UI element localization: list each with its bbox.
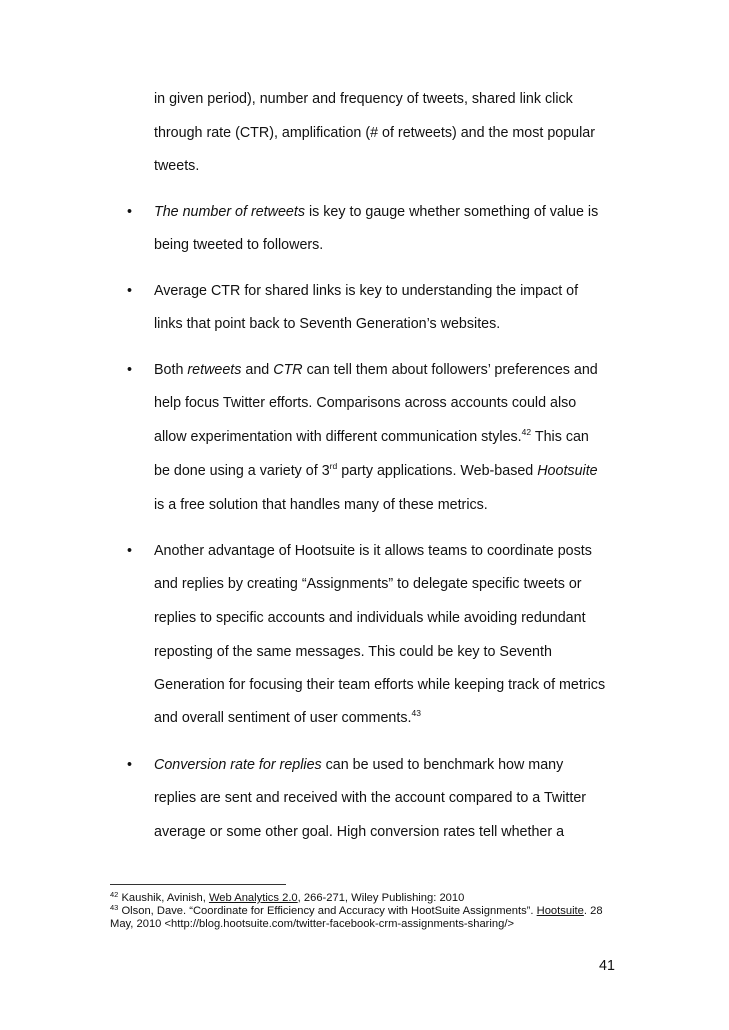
body-line: in given period), number and frequency of tweets, shared link click bbox=[154, 91, 573, 107]
footnote-title: Web Analytics 2.0 bbox=[208, 892, 298, 904]
body-line: through rate (CTR), amplification (# of retweets) and the most popular bbox=[154, 125, 596, 141]
footnote-divider bbox=[110, 884, 286, 885]
footnote-number: 42 bbox=[110, 890, 119, 899]
body-text: be done using a variety of 3 bbox=[154, 463, 330, 479]
body-line: reposting of the same messages. This could be key to Seventh bbox=[154, 644, 552, 660]
body-line: and replies by creating “Assignments” to delegate specific tweets or bbox=[154, 576, 582, 592]
body-line: replies to specific accounts and individuals while avoiding redundant bbox=[154, 610, 586, 626]
footnote-title: Hootsuite bbox=[536, 905, 584, 917]
body-line: replies are sent and received with the account compared to a Twitter bbox=[154, 790, 587, 806]
bullet-marker: • bbox=[127, 362, 133, 378]
body-line: average or some other goal. High conversion rates tell whether a bbox=[154, 824, 565, 840]
footnote-ref: 43 bbox=[411, 708, 421, 718]
body-text: can tell them about followers’ preferences and bbox=[302, 362, 598, 378]
body-line bbox=[154, 361, 598, 379]
body-line: being tweeted to followers. bbox=[154, 237, 324, 253]
bullet-marker: • bbox=[127, 283, 133, 299]
footnote-text: , 266-271, Wiley Publishing: 2010 bbox=[297, 892, 465, 904]
body-text: is key to gauge whether something of value is bbox=[304, 204, 599, 220]
footnote-43 bbox=[110, 905, 603, 918]
page-number: 41 bbox=[599, 958, 615, 974]
body-text: allow experimentation with different communication styles. bbox=[154, 429, 522, 445]
footnote-number: 43 bbox=[110, 903, 119, 912]
body-text: party applications. Web-based bbox=[337, 463, 538, 479]
body-text: Both bbox=[154, 362, 188, 378]
footnote-42 bbox=[110, 892, 464, 905]
bullet-marker: • bbox=[127, 543, 133, 559]
bullet-marker: • bbox=[127, 757, 133, 773]
italic-term: Conversion rate for replies bbox=[154, 757, 322, 773]
footnote-ref: 42 bbox=[521, 427, 532, 437]
body-line: Another advantage of Hootsuite is it allows teams to coordinate posts bbox=[154, 543, 592, 559]
footnote-text: Kaushik, Avinish, bbox=[118, 892, 209, 904]
body-line bbox=[154, 756, 563, 774]
italic-term: retweets bbox=[187, 362, 242, 378]
bullet-marker: • bbox=[127, 204, 133, 220]
body-line bbox=[154, 203, 598, 221]
body-line: help focus Twitter efforts. Comparisons across accounts could also bbox=[154, 395, 577, 411]
body-line bbox=[154, 462, 598, 481]
italic-term: CTR bbox=[273, 362, 303, 378]
body-line: Average CTR for shared links is key to understanding the impact of bbox=[154, 283, 579, 299]
ordinal-superscript: rd bbox=[329, 461, 338, 471]
body-line: Generation for focusing their team efforts while keeping track of metrics bbox=[154, 677, 606, 693]
body-line: is a free solution that handles many of these metrics. bbox=[154, 497, 488, 513]
italic-term: Hootsuite bbox=[537, 463, 598, 479]
body-text: and overall sentiment of user comments. bbox=[154, 710, 412, 726]
body-text: This can bbox=[531, 429, 589, 445]
body-line: links that point back to Seventh Generation’s websites. bbox=[154, 316, 501, 332]
footnote-43-continued: May, 2010 <http://blog.hootsuite.com/twitter-facebook-crm-assignments-sharing/> bbox=[110, 918, 514, 930]
body-text: can be used to benchmark how many bbox=[321, 757, 564, 773]
body-line bbox=[154, 428, 589, 447]
body-line bbox=[154, 709, 421, 728]
footnote-text: Olson, Dave. “Coordinate for Efficiency and Accuracy with HootSuite Assignments”. bbox=[118, 905, 537, 917]
footnote-text: . 28 bbox=[583, 905, 603, 917]
body-text: and bbox=[241, 362, 274, 378]
italic-term: The number of retweets bbox=[154, 204, 305, 220]
body-line: tweets. bbox=[154, 158, 200, 174]
